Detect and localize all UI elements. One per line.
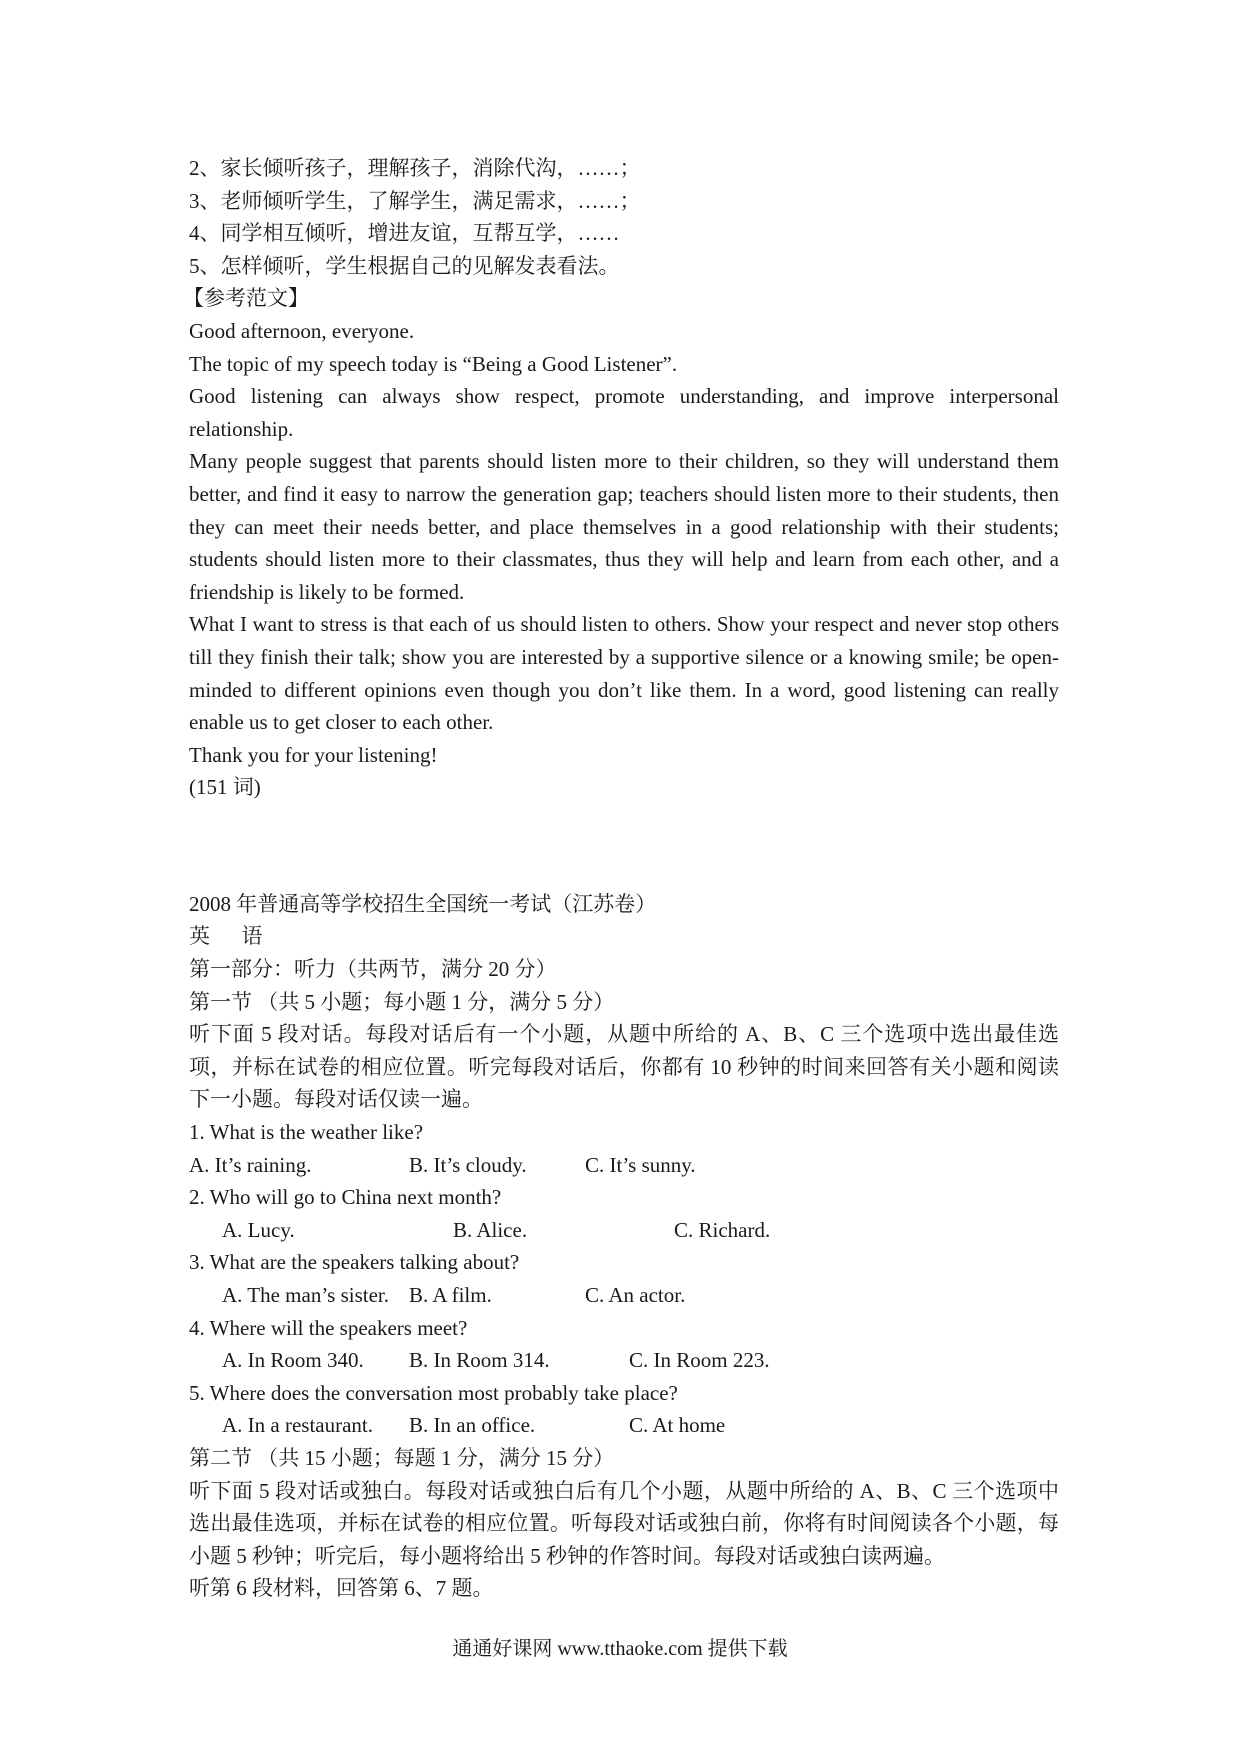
sample-essay-heading: 【参考范文】 [183, 286, 309, 311]
outline-item-4: 4、同学相互倾听，增进友谊，互帮互学，…… [189, 221, 620, 246]
option-b: B. Alice. [453, 1217, 528, 1242]
option-b: B. A film. [409, 1283, 492, 1307]
outline-item-2: 2、家长倾听孩子，理解孩子，消除代沟，……； [189, 156, 641, 180]
question-text: 4. Where will the speakers meet? [189, 1315, 468, 1340]
page-content [183, 152, 1059, 1605]
question-text: 1. What is the weather like? [189, 1120, 424, 1145]
outline-item-5: 5、怎样倾听，学生根据自己的见解发表看法。 [189, 253, 620, 278]
option-b: B. In an office. [409, 1413, 536, 1438]
section-heading: 第二节 （共 15 小题；每题 1 分，满分 15 分） [189, 1445, 615, 1470]
option-a: A. Lucy. [222, 1217, 295, 1242]
answer-options [189, 1279, 1059, 1312]
part-heading: 第一部分：听力（共两节，满分 20 分） [189, 957, 557, 982]
essay-topic: The topic of my speech today is “Being a Good Listener”. [189, 351, 678, 376]
answer-options [189, 1149, 1059, 1182]
option-a: A. In Room 340. [222, 1348, 364, 1373]
option-b: B. It’s cloudy. [409, 1152, 527, 1177]
exam-title: 2008 年普通高等学校招生全国统一考试（江苏卷） [189, 891, 657, 916]
section-instructions: 听下面 5 段对话。每段对话后有一个小题，从题中所给的 A、B、C 三个选项中选出最佳选项，并标在试卷的相应位置。听完每段对话后，你都有 10 秒钟的时间来回答有关小题和阅读下一小题。每段对话仅读一遍。 [189, 1022, 1059, 1112]
option-a: A. The man’s sister. [222, 1283, 390, 1307]
outline-item-3: 3、老师倾听学生，了解学生，满足需求，……； [189, 188, 641, 213]
option-c: C. An actor. [585, 1283, 686, 1307]
option-c: C. In Room 223. [629, 1348, 770, 1373]
page-footer: 通通好课网 www.tthaoke.com 提供下载 [452, 1638, 788, 1660]
word-count: (151 词) [189, 775, 261, 800]
answer-options [189, 1344, 1059, 1377]
question-text: 5. Where does the conversation most probably take place? [189, 1380, 678, 1405]
question-text: 2. Who will go to China next month? [189, 1185, 502, 1210]
option-c: C. Richard. [674, 1217, 771, 1242]
essay-paragraph: Many people suggest that parents should listen more to their children, so they will understand them better, and find it easy to narrow the generation gap; teachers should listen more to their students, then they can meet their needs better, and place themselves in a good relationship with their students; students should listen more to their classmates, thus they will help and learn from each other, and a friendship is likely to be formed. [189, 449, 1059, 604]
listening-prompt: 听第 6 段材料，回答第 6、7 题。 [189, 1576, 494, 1601]
section-instructions: 听下面 5 段对话或独白。每段对话或独白后有几个小题，从题中所给的 A、B、C 三个选项中选出最佳选项，并标在试卷的相应位置。听每段对话或独白前，你将有时间阅读各个小题，每小题 5 秒钟；听完后，每小题将给出 5 秒钟的作答时间。每段对话或独白读两遍。 [189, 1478, 1059, 1568]
essay-paragraph: What I want to stress is that each of us should listen to others. Show your respect and never stop others till they finish their talk; show you are interested by a supportive silence or a knowing smile; be open-minded to different opinions even though you don’t like them. In a word, good listening can really enable us to get closer to each other. [189, 612, 1059, 735]
question-text: 3. What are the speakers talking about? [189, 1250, 520, 1275]
option-a: A. In a restaurant. [222, 1413, 374, 1438]
essay-closing: Thank you for your listening! [189, 742, 438, 767]
section-gap [189, 804, 1059, 888]
option-c: C. At home [629, 1413, 726, 1438]
answer-options [189, 1214, 1059, 1247]
exam-subject: 英 语 [189, 924, 263, 949]
answer-options [189, 1409, 1059, 1442]
essay-greeting: Good afternoon, everyone. [189, 318, 415, 343]
option-c: C. It’s sunny. [585, 1152, 696, 1177]
option-b: B. In Room 314. [409, 1348, 550, 1373]
section-heading: 第一节 （共 5 小题；每小题 1 分，满分 5 分） [189, 989, 615, 1014]
option-a: A. It’s raining. [189, 1152, 312, 1177]
essay-paragraph: Good listening can always show respect, promote understanding, and improve interpersonal relationship. [189, 384, 1059, 441]
